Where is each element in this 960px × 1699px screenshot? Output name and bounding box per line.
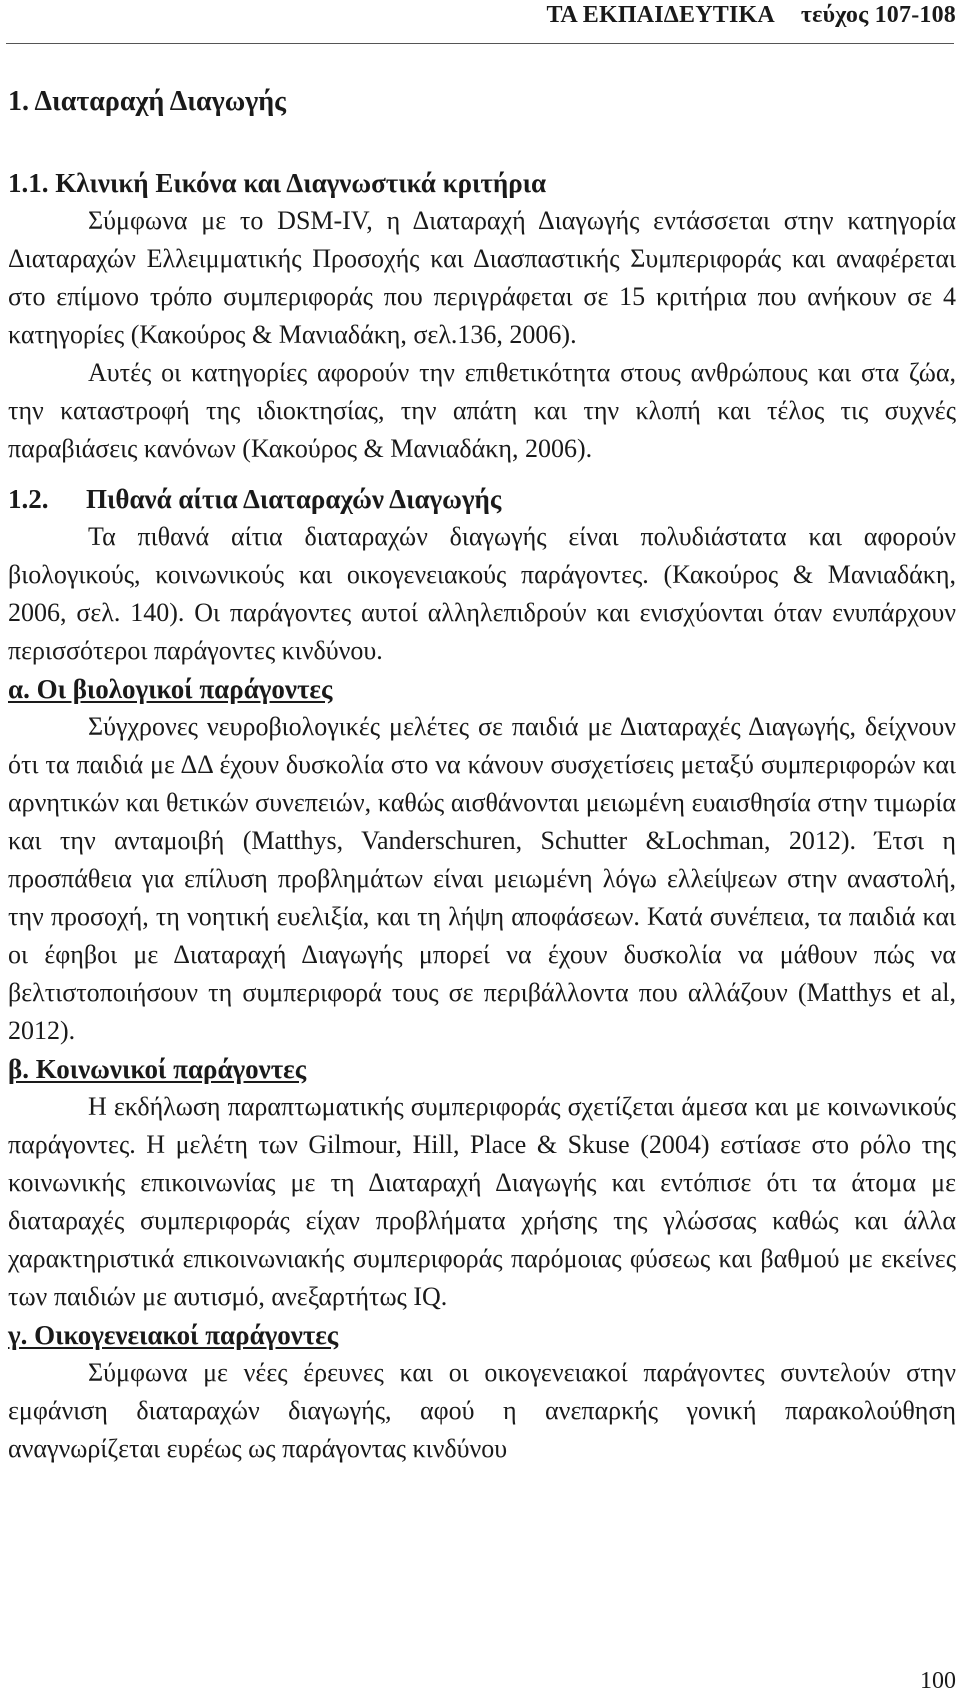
subheading-social-text: β. Κοινωνικοί παράγοντες: [8, 1054, 307, 1084]
paragraph-biological: Σύγχρονες νευροβιολογικές μελέτες σε παιδιά με Διαταραχές Διαγωγής, δείχνουν ότι τα παιδιά με ΔΔ έχουν δυσκολία στο να κάνουν συσχετίσεις μεταξύ συμπεριφορών και αρνητικών και θετικών συνεπειών, καθώς αισθάνονται μειωμένη ευαισθησία στην τιμωρία και την ανταμοιβή (Matthys, Vanderschuren, Schutter &Lochman, 2012). Έτσι η προσπάθεια για επίλυση προβλημάτων είναι μειωμένη λόγω ελλείψεων στην αναστολή, την προσοχή, τη νοητική ευελιξία, και τη λήψη αποφάσεων. Κατά συνέπεια, τα παιδιά και οι έφηβοι με Διαταραχή Διαγωγής μπορεί να έχουν δυσκολία να μάθουν πώς να βελτιστοποιήσουν τη συμπεριφορά τους σε περιβάλλοντα που αλλάζουν (Matthys et al, 2012).: [8, 712, 956, 1045]
subheading-biological-text: α. Οι βιολογικοί παράγοντες: [8, 674, 333, 704]
journal-title: ΤΑ ΕΚΠΑΙΔΕΥΤΙΚΑ: [546, 2, 775, 28]
section-heading-1-1: 1.1. Κλινική Εικόνα και Διαγνωστικά κριτήρια: [8, 168, 547, 198]
subheading-biological: [8, 670, 956, 708]
subheading-social: [8, 1050, 956, 1088]
section-heading-1: 1. Διαταραχή Διαγωγής: [8, 86, 286, 117]
running-header: [546, 2, 956, 29]
subheading-family: [8, 1316, 956, 1354]
paragraph-family: Σύμφωνα με νέες έρευνες και οι οικογενειακοί παράγοντες συντελούν στην εμφάνιση διαταραχών διαγωγής, αφού η ανεπαρκής γονική παρακολούθηση αναγνωρίζεται ευρέως ως παράγοντας κινδύνου: [8, 1358, 956, 1463]
section-number: 1.2.: [8, 484, 49, 514]
header-rule: [6, 43, 954, 44]
paragraph-causes: Τα πιθανά αίτια διαταραχών διαγωγής είναι πολυδιάστατα και αφορούν βιολογικούς, κοινωνικούς και οικογενειακούς παράγοντες. (Κακούρος & Μανιαδάκη, 2006, σελ. 140). Οι παράγοντες αυτοί αλληλεπιδρούν και ενισχύονται όταν ενυπάρχουν περισσότεροι παράγοντες κινδύνου.: [8, 522, 956, 665]
paragraph-dsm-criteria: Σύμφωνα με το DSM-IV, η Διαταραχή Διαγωγής εντάσσεται στην κατηγορία Διαταραχών Ελλειμματικής Προσοχής και Διασπαστικής Συμπεριφοράς και αναφέρεται στο επίμονο τρόπο συμπεριφοράς που περιγράφεται σε 15 κριτήρια που ανήκουν σε 4 κατηγορίες (Κακούρος & Μανιαδάκη, σελ.136, 2006).: [8, 206, 956, 349]
article-body: [8, 84, 956, 1468]
paragraph-categories: Αυτές οι κατηγορίες αφορούν την επιθετικότητα στους ανθρώπους και στα ζώα, την καταστροφή της ιδιοκτησίας, την απάτη και την κλοπή και τέλος τις συχνές παραβιάσεις κανόνων (Κακούρος & Μανιαδάκη, 2006).: [8, 358, 956, 463]
spacer: [8, 468, 956, 480]
paragraph-social: Η εκδήλωση παραπτωματικής συμπεριφοράς σχετίζεται άμεσα και με κοινωνικούς παράγοντες. Η μελέτη των Gilmour, Hill, Place & Skuse (2004) εστίασε στο ρόλο της κοινωνικής επικοινωνίας με τη Διαταραχή Διαγωγής και εντόπισε ότι τα άτομα με διαταραχές συμπεριφοράς είχαν προβλήματα χρήσης της γλώσσας καθώς και άλλα χαρακτηριστικά επικοινωνιακής συμπεριφοράς παρόμοιας φύσεως και βαθμού με εκείνες των παιδιών με αυτισμό, ανεξαρτήτως IQ.: [8, 1092, 956, 1311]
page-number: 100: [920, 1668, 956, 1694]
section-title: Πιθανά αίτια Διαταραχών Διαγωγής: [86, 484, 502, 514]
section-heading-1-2: [8, 480, 956, 518]
issue-number: τεύχος 107-108: [800, 2, 956, 28]
subheading-family-text: γ. Οικογενειακοί παράγοντες: [8, 1320, 339, 1350]
